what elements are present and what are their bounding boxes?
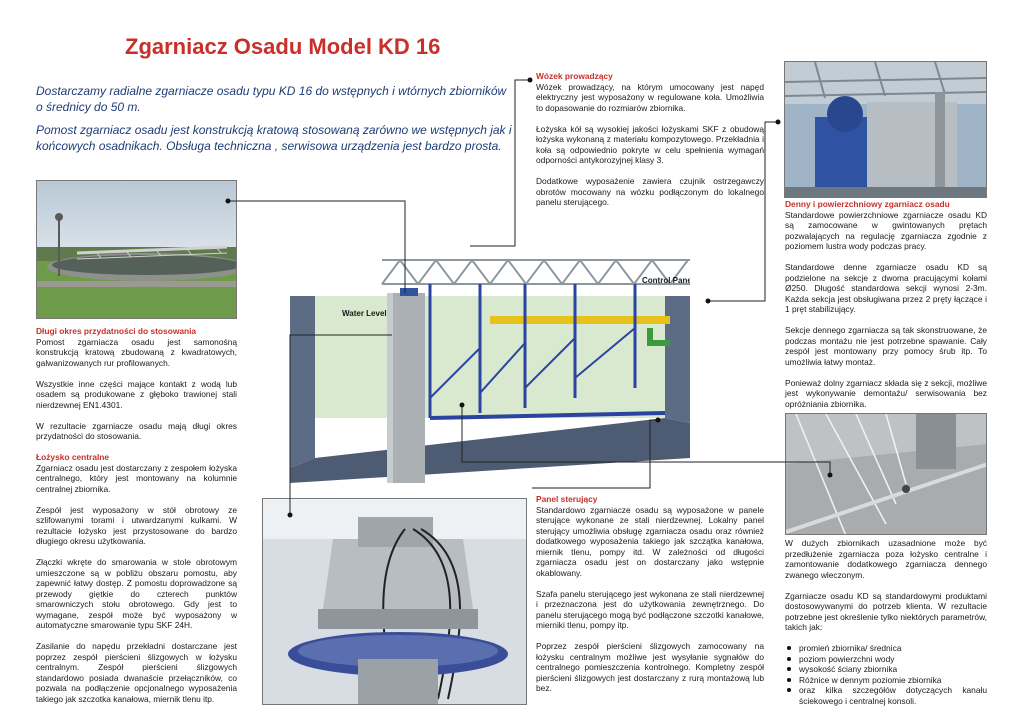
scraper-heading: Denny i powierzchniowy zgarniacz osadu xyxy=(785,199,950,209)
control-panel-heading: Panel sterujący xyxy=(536,494,598,504)
left-paragraph: W rezultacie zgarniacze osadu mają długi okres przydatności do stosowania. xyxy=(36,420,237,441)
mid-bot-paragraph: Poprzez zespół pierścieni ślizgowych zamocowany na łożysku centralnym możliwe jest wysyłanie sygnałów do centralnego pomieszczenia kontrolnego. Kompletny zespół pierścieni ślizgowych jest dostarczany z rurą montażową lub bez. xyxy=(536,641,764,693)
mid-bot-paragraph: Szafa panelu sterującego jest wykonana ze stali nierdzewnej i przeznaczona jest do użytkowania zewnętrznego. Do panelu sterującego mogą być podłączone szczotki kanałowe, mierniki tlenu, pompy itp. xyxy=(536,588,764,630)
long-service-life-heading: Długi okres przydatności do stosowania xyxy=(36,326,197,336)
central-bearing-heading: Łożysko centralne xyxy=(36,452,110,462)
right-paragraph: Zgarniacze osadu KD są standardowymi produktami dostosowywanymi do potrzeb klienta. W rezultacie potrzebne jest określenie tylko niektórych parametrów, takich jak: xyxy=(785,590,987,632)
drive-carriage-section xyxy=(536,71,764,218)
list-item: promień zbiornika/ średnica xyxy=(785,643,987,654)
drive-carriage-heading: Wózek prowadzący xyxy=(536,71,613,81)
list-item: Różnice w dennym poziomie zbiornika xyxy=(785,675,987,686)
left-column xyxy=(36,326,237,715)
right-paragraph: W dużych zbiornikach uzasadnione może być przedłużenie zgarniacza poza łożysko centralne i zamontowanie dodatkowego zgarniacza dennego zwanego wleczonym. xyxy=(785,538,987,580)
right-paragraph: Standardowe denne zgarniacze osadu KD są podzielone na sekcje z dwoma pracującymi kołami Ø250. Długość standardowa sekcji wynosi 2-3m. Każda sekcja jest obsługiwana przez 2 pręty łączące i 1 pręt stabilizujący. xyxy=(785,262,987,314)
settling-tank-photo xyxy=(36,180,237,319)
list-item: wysokość ściany zbiornika xyxy=(785,664,987,675)
parameters-section xyxy=(785,538,987,706)
left-paragraph: Zasilanie do napędu przekładni dostarczane jest poprzez zespół pierścieni ślizgowych w łożysku centralnym. Zespół pierścieni ślizgowych standardowo posiada dwanaście przełączników, co pozwala na podłączenie opcjonalnego wyposażenia takiego jak szczotka kanałowa, miernik tlenu itp. xyxy=(36,641,237,704)
right-paragraph: Standardowe powierzchniowe zgarniacze osadu KD są zamocowane w gwintowanych prętach pozwalających na regulację zgarniacza zgodnie z poziomem lustra wody podczas pracy. xyxy=(785,209,987,251)
scraper-section xyxy=(785,199,987,420)
list-item: poziom powierzchni wody xyxy=(785,654,987,665)
central-bearing-photo xyxy=(262,498,527,705)
mid-top-paragraph: Łożyska kół są wysokiej jakości łożyskami SKF z obudową łożyska wykonaną z materiału kompozytowego. Przekładnia i koła są odpowiednio pokryte w celu spełnienia wymagań odporności antykorozyjnej klasy 3. xyxy=(536,123,764,165)
mid-top-paragraph: Wózek prowadzący, na którym umocowany jest napęd elektryczny jest wyposażony w regulowane koła. Umożliwia to dopasowanie do rozmiarów zbiornika. xyxy=(536,81,764,113)
control-panel-section xyxy=(536,494,764,704)
drive-carriage-photo xyxy=(784,61,987,198)
floor-scraper-photo xyxy=(785,413,987,535)
left-paragraph: Wszystkie inne części mające kontakt z wodą lub osadem są produkowane z głęboko trawionej stali nierdzewnej EN1.4301. xyxy=(36,378,237,410)
right-paragraph: Sekcje dennego zgarniacza są tak skonstruowane, że podczas montażu nie jest potrzebne spawanie. Cały zespół jest montowany przy pomocy śrub itp. To umożliwia łatwy montaż. xyxy=(785,325,987,367)
intro-paragraph-2: Pomost zgarniacz osadu jest konstrukcją kratową stosowaną zarówno we wstępnych jak i końcowych osadnikach. Obsługa techniczna , serwisowa urządzenia jest bardzo prosta. xyxy=(36,123,512,153)
control-panel-label: Control Panel xyxy=(642,276,690,285)
water-level-label: Water Level xyxy=(342,309,387,318)
left-paragraph: Zespół jest wyposażony w stół obrotowy ze szlifowanymi torami i utwardzanymi kulkami. W rezultacie łożysko jest przystosowane do bardzo długiego okresu użytkowania. xyxy=(36,504,237,546)
left-paragraph: Zgarniacz osadu jest dostarczany z zespołem łożyska centralnego, który jest montowany na kolumnie centralnej zbiornika. xyxy=(36,462,237,494)
page-title: Zgarniacz Osadu Model KD 16 xyxy=(125,34,441,59)
list-item: oraz kilka szczegółów dotyczących kanału ściekowego i centralnej konsoli. xyxy=(785,685,987,706)
left-paragraph: Złączki wkręte do smarowania w stole obrotowym umieszczone są w pobliżu obszaru pomostu, aby zapewnić łatwy dostęp. Z pomostu doprowadzone są przewody giętkie do czterech punktów smarowniczych stołu obrotowego. Gdy jest to wymagane, zespół może być wyposażony w automatyczne smarowanie typu SKF 24H. xyxy=(36,557,237,630)
right-paragraph: Ponieważ dolny zgarniacz składa się z sekcji, możliwe jest wykonywanie demontażu/ serwisowania bez opróżniania zbiornika. xyxy=(785,377,987,409)
scraper-diagram xyxy=(290,258,690,483)
left-paragraph: Pomost zgarniacza osadu jest samonośną konstrukcją kratową zbudowaną z kwadratowych, galwanizowanych rur profilowanych. xyxy=(36,336,237,368)
parameters-list xyxy=(785,643,987,706)
mid-top-paragraph: Dodatkowe wyposażenie zawiera czujnik ostrzegawczy obrotów mocowany na wózku podłączonym do lokalnego panelu sterującego. xyxy=(536,176,764,207)
mid-bot-paragraph: Standardowo zgarniacze osadu są wyposażone w panele sterujące wykonane ze stali nierdzewnej. Lokalny panel sterujący umożliwia obsługę zgarniacza osadu oraz również dodatkowego wyposażenia takiego jak szczątka kanałowa, miernik tlenu, pompy itd. W zależności od długości zgarniacza osadu jest on dostarczany jako wstępnie okablowany. xyxy=(536,504,764,578)
intro-paragraph-1: Dostarczamy radialne zgarniacze osadu typu KD 16 do wstępnych i wtórnych zbiorników o średnicy do 50 m. xyxy=(36,84,507,114)
